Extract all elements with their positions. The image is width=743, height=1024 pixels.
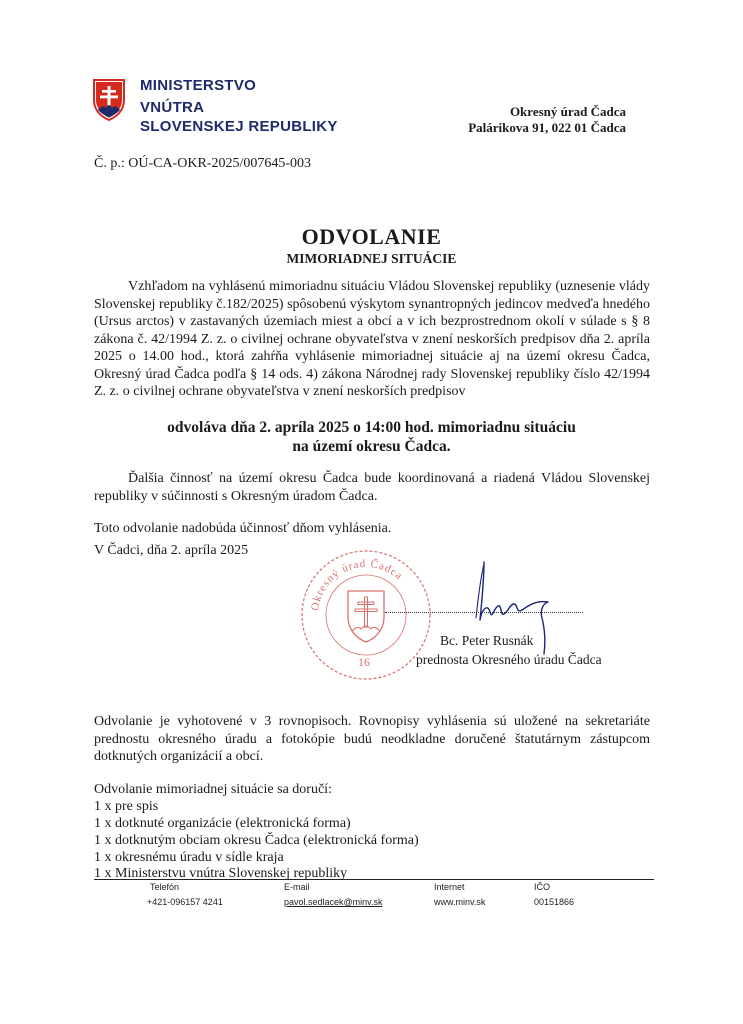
copies-note: Odvolanie je vyhotovené v 3 rovnopisoch. Rovnopisy vyhlásenia sú uložené na sekretariáte prednostu okresného úradu a fotokópie budú neodkladne doručené štatutárnym zástupcom dotknutých organizácií a obcí. bbox=[94, 714, 650, 764]
office-name: Okresný úrad Čadca bbox=[509, 104, 626, 119]
decision-line-2: na území okresu Čadca. bbox=[292, 438, 451, 455]
distribution-item: 1 x okresnému úradu v sídle kraja bbox=[94, 850, 284, 865]
ministry-name-line-2: VNÚTRA bbox=[140, 99, 205, 116]
document-subtitle: MIMORIADNEJ SITUÁCIE bbox=[286, 251, 457, 266]
intro-paragraph: Vzhľadom na vyhlásenú mimoriadnu situáciu Vládou Slovenskej republiky (uznesenie vlády Slovenskej republiky č.182/2025) spôsobenú výskytom synantropných jedincov medveďa hnedého (Ursus arctos) v zastavaných územiach miest a obcí a v ich bezprostrednom okolí v súlade s § 8 zákona č. 42/1994 Z. z. o civilnej ochrane obyvateľstva v znení neskorších predpisov dňa 2. apríla 2025 o 14.00 hod., ktorá zahŕňa vyhlásenie mimoriadnej situácie aj na území okresu Čadca, Okresný úrad Čadca podľa § 14 ods. 4) zákona Národnej rady Slovenskej republiky číslo 42/1994 Z. z. o civilnej ochrane obyvateľstva v znení neskorších predpisov bbox=[94, 279, 650, 399]
footer-email-link[interactable]: pavol.sedlacek@minv.sk bbox=[284, 897, 383, 907]
footer-rule bbox=[94, 879, 654, 880]
footer-phone: +421-096157 4241 bbox=[147, 897, 223, 907]
validity-statement: Toto odvolanie nadobúda účinnosť dňom vyhlásenia. bbox=[94, 521, 392, 536]
footer-web-label: Internet bbox=[434, 882, 465, 892]
stamp-text: Okresný úrad Čadca bbox=[309, 557, 406, 612]
ministry-name-line-1: MINISTERSTVO bbox=[140, 77, 257, 94]
reference-number: Č. p.: OÚ-CA-OKR-2025/007645-003 bbox=[94, 156, 311, 171]
distribution-item: 1 x Ministerstvu vnútra Slovenskej republiky bbox=[94, 866, 348, 881]
distribution-item: 1 x pre spis bbox=[94, 799, 159, 814]
distribution-heading: Odvolanie mimoriadnej situácie sa doručí: bbox=[94, 782, 332, 797]
distribution-item: 1 x dotknuté organizácie (elektronická forma) bbox=[94, 816, 351, 831]
signatory-title: prednosta Okresného úradu Čadca bbox=[416, 652, 602, 667]
slovak-coat-of-arms-icon bbox=[92, 78, 126, 122]
footer-phone-label: Telefón bbox=[150, 882, 180, 892]
stamp-number: 16 bbox=[358, 655, 370, 669]
coordination-paragraph: Ďalšia činnosť na území okresu Čadca bude koordinovaná a riadená Vládou Slovenskej republiky v súčinnosti s Okresným úradom Čadca. bbox=[94, 471, 650, 504]
footer-web-link[interactable]: www.minv.sk bbox=[434, 897, 486, 907]
signatory-name: Bc. Peter Rusnák bbox=[440, 633, 534, 648]
svg-text:Okresný úrad Čadca bbox=[309, 558, 405, 612]
footer-ico: 00151866 bbox=[534, 897, 575, 907]
footer-email-label: E-mail bbox=[284, 882, 310, 892]
signature-line bbox=[385, 612, 583, 613]
footer-ico-label: IČO bbox=[534, 882, 551, 892]
distribution-item: 1 x dotknutým obciam okresu Čadca (elektronická forma) bbox=[94, 833, 419, 848]
place-and-date: V Čadci, dňa 2. apríla 2025 bbox=[94, 543, 249, 558]
document-title: ODVOLANIE bbox=[301, 224, 442, 249]
ministry-name-line-3: SLOVENSKEJ REPUBLIKY bbox=[140, 118, 338, 135]
decision-line-1: odvoláva dňa 2. apríla 2025 o 14:00 hod. mimoriadnu situáciu bbox=[167, 419, 576, 436]
office-address: Palárikova 91, 022 01 Čadca bbox=[468, 120, 626, 135]
